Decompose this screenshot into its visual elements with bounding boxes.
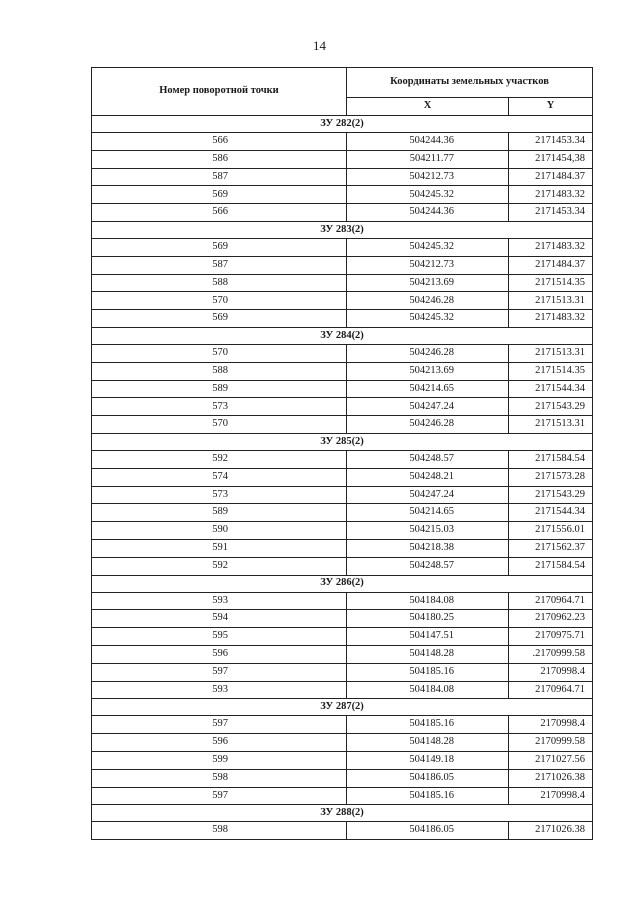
x-coordinate-cell: 504244.36 bbox=[347, 133, 509, 151]
x-coordinate-cell: 504244.36 bbox=[347, 204, 509, 222]
table-row bbox=[92, 592, 593, 610]
y-coordinate-cell: 2171584.54 bbox=[509, 450, 593, 468]
group-header-row bbox=[92, 433, 593, 450]
point-number-cell: 570 bbox=[92, 416, 347, 434]
y-coordinate-cell: 2171513.31 bbox=[509, 416, 593, 434]
y-coordinate-cell: 2171483.32 bbox=[509, 186, 593, 204]
point-number-cell: 573 bbox=[92, 398, 347, 416]
header-point-number: Номер поворотной точки bbox=[92, 68, 347, 116]
group-title: ЗУ 288(2) bbox=[92, 805, 593, 822]
table-row bbox=[92, 628, 593, 646]
group-title: ЗУ 282(2) bbox=[92, 116, 593, 133]
table-row bbox=[92, 681, 593, 699]
x-coordinate-cell: 504185.16 bbox=[347, 716, 509, 734]
point-number-cell: 589 bbox=[92, 504, 347, 522]
table-row bbox=[92, 362, 593, 380]
table-row bbox=[92, 751, 593, 769]
x-coordinate-cell: 504212.73 bbox=[347, 168, 509, 186]
y-coordinate-cell: 2171453.34 bbox=[509, 133, 593, 151]
point-number-cell: 569 bbox=[92, 186, 347, 204]
x-coordinate-cell: 504184.08 bbox=[347, 592, 509, 610]
y-coordinate-cell: 2171573.28 bbox=[509, 468, 593, 486]
table-body bbox=[92, 116, 593, 840]
table-row bbox=[92, 344, 593, 362]
y-coordinate-cell: .2170999.58 bbox=[509, 645, 593, 663]
group-title: ЗУ 283(2) bbox=[92, 221, 593, 238]
table-row bbox=[92, 450, 593, 468]
y-coordinate-cell: 2171514.35 bbox=[509, 274, 593, 292]
table-row bbox=[92, 292, 593, 310]
page-number: 14 bbox=[313, 38, 326, 53]
point-number-cell: 566 bbox=[92, 133, 347, 151]
point-number-cell: 588 bbox=[92, 362, 347, 380]
x-coordinate-cell: 504147.51 bbox=[347, 628, 509, 646]
table-row bbox=[92, 238, 593, 256]
x-coordinate-cell: 504218.38 bbox=[347, 539, 509, 557]
table-row bbox=[92, 822, 593, 840]
coordinates-table bbox=[91, 67, 593, 840]
y-coordinate-cell: 2171484.37 bbox=[509, 168, 593, 186]
x-coordinate-cell: 504213.69 bbox=[347, 362, 509, 380]
table-row bbox=[92, 416, 593, 434]
point-number-cell: 592 bbox=[92, 450, 347, 468]
table-row bbox=[92, 787, 593, 805]
table-row bbox=[92, 734, 593, 752]
point-number-cell: 593 bbox=[92, 681, 347, 699]
x-coordinate-cell: 504247.24 bbox=[347, 398, 509, 416]
group-header-row bbox=[92, 221, 593, 238]
y-coordinate-cell: 2171026.38 bbox=[509, 822, 593, 840]
y-coordinate-cell: 2171453.34 bbox=[509, 204, 593, 222]
group-title: ЗУ 286(2) bbox=[92, 575, 593, 592]
point-number-cell: 574 bbox=[92, 468, 347, 486]
y-coordinate-cell: 2171543.29 bbox=[509, 486, 593, 504]
point-number-cell: 589 bbox=[92, 380, 347, 398]
table-row bbox=[92, 663, 593, 681]
y-coordinate-cell: 2171484.37 bbox=[509, 256, 593, 274]
x-coordinate-cell: 504214.65 bbox=[347, 380, 509, 398]
table-row bbox=[92, 716, 593, 734]
point-number-cell: 596 bbox=[92, 734, 347, 752]
point-number-cell: 594 bbox=[92, 610, 347, 628]
y-coordinate-cell: 2170998.4 bbox=[509, 663, 593, 681]
header-y: Y bbox=[509, 98, 593, 116]
x-coordinate-cell: 504213.69 bbox=[347, 274, 509, 292]
point-number-cell: 597 bbox=[92, 787, 347, 805]
x-coordinate-cell: 504149.18 bbox=[347, 751, 509, 769]
y-coordinate-cell: 2171454,38 bbox=[509, 150, 593, 168]
x-coordinate-cell: 504246.28 bbox=[347, 344, 509, 362]
group-header-row bbox=[92, 327, 593, 344]
x-coordinate-cell: 504211.77 bbox=[347, 150, 509, 168]
point-number-cell: 569 bbox=[92, 238, 347, 256]
x-coordinate-cell: 504247.24 bbox=[347, 486, 509, 504]
y-coordinate-cell: 2171026.38 bbox=[509, 769, 593, 787]
point-number-cell: 587 bbox=[92, 168, 347, 186]
point-number-cell: 596 bbox=[92, 645, 347, 663]
y-coordinate-cell: 2170975.71 bbox=[509, 628, 593, 646]
x-coordinate-cell: 504148.28 bbox=[347, 645, 509, 663]
table-row bbox=[92, 256, 593, 274]
x-coordinate-cell: 504214.65 bbox=[347, 504, 509, 522]
table-row bbox=[92, 504, 593, 522]
table-row bbox=[92, 539, 593, 557]
y-coordinate-cell: 2170998.4 bbox=[509, 787, 593, 805]
x-coordinate-cell: 504248.21 bbox=[347, 468, 509, 486]
y-coordinate-cell: 2170964.71 bbox=[509, 592, 593, 610]
x-coordinate-cell: 504180.25 bbox=[347, 610, 509, 628]
group-header-row bbox=[92, 699, 593, 716]
point-number-cell: 595 bbox=[92, 628, 347, 646]
point-number-cell: 573 bbox=[92, 486, 347, 504]
x-coordinate-cell: 504245.32 bbox=[347, 186, 509, 204]
table-row bbox=[92, 398, 593, 416]
table-row bbox=[92, 645, 593, 663]
point-number-cell: 588 bbox=[92, 274, 347, 292]
table-row bbox=[92, 168, 593, 186]
y-coordinate-cell: 2171514.35 bbox=[509, 362, 593, 380]
group-header-row bbox=[92, 116, 593, 133]
x-coordinate-cell: 504245.32 bbox=[347, 238, 509, 256]
table-row bbox=[92, 468, 593, 486]
table-row bbox=[92, 133, 593, 151]
table-row bbox=[92, 769, 593, 787]
y-coordinate-cell: 2171544.34 bbox=[509, 504, 593, 522]
group-header-row bbox=[92, 805, 593, 822]
point-number-cell: 570 bbox=[92, 344, 347, 362]
header-x: X bbox=[347, 98, 509, 116]
point-number-cell: 592 bbox=[92, 557, 347, 575]
point-number-cell: 587 bbox=[92, 256, 347, 274]
x-coordinate-cell: 504186.05 bbox=[347, 822, 509, 840]
table-row bbox=[92, 310, 593, 328]
point-number-cell: 591 bbox=[92, 539, 347, 557]
y-coordinate-cell: 2171556.01 bbox=[509, 522, 593, 540]
table-row bbox=[92, 557, 593, 575]
y-coordinate-cell: 2170964.71 bbox=[509, 681, 593, 699]
x-coordinate-cell: 504184.08 bbox=[347, 681, 509, 699]
table-row bbox=[92, 380, 593, 398]
x-coordinate-cell: 504215.03 bbox=[347, 522, 509, 540]
y-coordinate-cell: 2171513.31 bbox=[509, 344, 593, 362]
y-coordinate-cell: 2171543.29 bbox=[509, 398, 593, 416]
x-coordinate-cell: 504148.28 bbox=[347, 734, 509, 752]
x-coordinate-cell: 504185.16 bbox=[347, 663, 509, 681]
table-row bbox=[92, 274, 593, 292]
y-coordinate-cell: 2171562.37 bbox=[509, 539, 593, 557]
point-number-cell: 597 bbox=[92, 663, 347, 681]
y-coordinate-cell: 2170999.58 bbox=[509, 734, 593, 752]
group-title: ЗУ 287(2) bbox=[92, 699, 593, 716]
y-coordinate-cell: 2171027.56 bbox=[509, 751, 593, 769]
point-number-cell: 590 bbox=[92, 522, 347, 540]
table-row bbox=[92, 204, 593, 222]
x-coordinate-cell: 504248.57 bbox=[347, 450, 509, 468]
x-coordinate-cell: 504185.16 bbox=[347, 787, 509, 805]
x-coordinate-cell: 504246.28 bbox=[347, 292, 509, 310]
y-coordinate-cell: 2170962.23 bbox=[509, 610, 593, 628]
header-coordinates: Координаты земельных участков bbox=[347, 68, 593, 98]
y-coordinate-cell: 2171584.54 bbox=[509, 557, 593, 575]
y-coordinate-cell: 2171483.32 bbox=[509, 310, 593, 328]
point-number-cell: 569 bbox=[92, 310, 347, 328]
group-title: ЗУ 284(2) bbox=[92, 327, 593, 344]
point-number-cell: 598 bbox=[92, 769, 347, 787]
table-row bbox=[92, 522, 593, 540]
point-number-cell: 598 bbox=[92, 822, 347, 840]
table-row bbox=[92, 150, 593, 168]
table-row bbox=[92, 186, 593, 204]
group-title: ЗУ 285(2) bbox=[92, 433, 593, 450]
point-number-cell: 586 bbox=[92, 150, 347, 168]
x-coordinate-cell: 504212.73 bbox=[347, 256, 509, 274]
x-coordinate-cell: 504245.32 bbox=[347, 310, 509, 328]
table-row bbox=[92, 486, 593, 504]
x-coordinate-cell: 504246.28 bbox=[347, 416, 509, 434]
y-coordinate-cell: 2171513.31 bbox=[509, 292, 593, 310]
y-coordinate-cell: 2171483.32 bbox=[509, 238, 593, 256]
point-number-cell: 597 bbox=[92, 716, 347, 734]
y-coordinate-cell: 2170998.4 bbox=[509, 716, 593, 734]
x-coordinate-cell: 504248.57 bbox=[347, 557, 509, 575]
point-number-cell: 593 bbox=[92, 592, 347, 610]
point-number-cell: 566 bbox=[92, 204, 347, 222]
point-number-cell: 570 bbox=[92, 292, 347, 310]
group-header-row bbox=[92, 575, 593, 592]
x-coordinate-cell: 504186.05 bbox=[347, 769, 509, 787]
point-number-cell: 599 bbox=[92, 751, 347, 769]
table-row bbox=[92, 610, 593, 628]
y-coordinate-cell: 2171544.34 bbox=[509, 380, 593, 398]
